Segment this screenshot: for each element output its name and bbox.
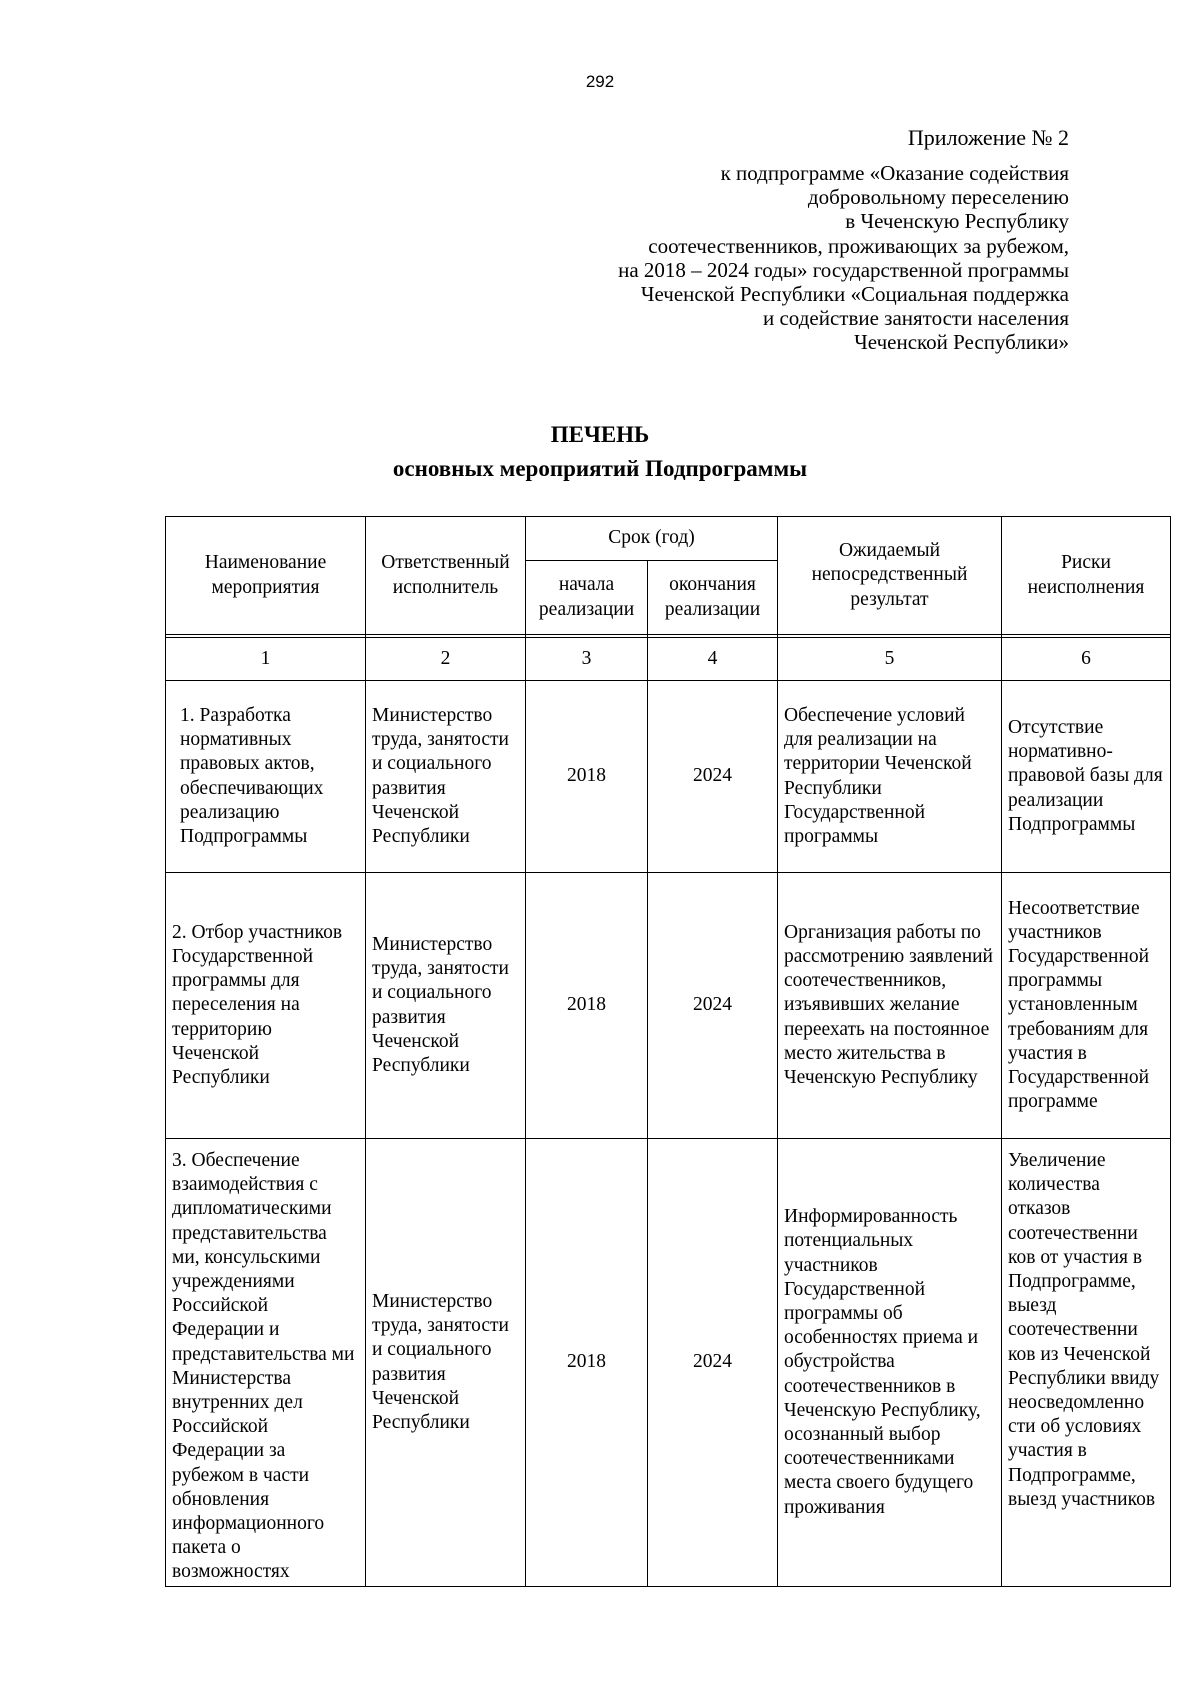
cell-start: 2018 xyxy=(526,873,648,1139)
cell-end: 2024 xyxy=(648,681,778,873)
cell-result: Организация работы по рассмотрению заявлений соотечественников, изъявивших желание переехать на постоянное место жительства в Чеченскую Республику xyxy=(778,873,1002,1139)
cell-executor: Министерство труда, занятости и социального развития Чеченской Республики xyxy=(366,1139,526,1587)
appendix-title: Приложение № 2 xyxy=(907,125,1069,150)
page-number: 292 xyxy=(585,72,615,91)
column-number: 1 xyxy=(166,638,366,681)
appendix-line: Чеченской Республики» xyxy=(854,330,1069,355)
cell-risks: Увеличение количества отказов соотечественни ков от участия в Подпрограмме, выезд соотечественни ков из Чеченской Республики ввиду неосведомленно сти об условиях участия в Подпрограмме, выезд участников xyxy=(1002,1139,1171,1587)
header-name: Наименование мероприятия xyxy=(166,517,366,635)
table-row xyxy=(166,1139,1171,1587)
appendix-line: в Чеченскую Республику xyxy=(845,209,1069,234)
column-number: 5 xyxy=(778,638,1002,681)
cell-name: 1. Разработка нормативных правовых актов, обеспечивающих реализацию Подпрограммы xyxy=(166,681,366,873)
cell-name: 3. Обеспечение взаимодействия с дипломатическими представительства ми, консульскими учреждениями Российской Федерации и представительства ми Министерства внутренних дел Российской Федерации за рубежом в части обновления информационного пакета о возможностях xyxy=(166,1139,366,1587)
header-start: начала реализации xyxy=(526,561,648,635)
cell-result: Обеспечение условий для реализации на территории Чеченской Республики Государственной программы xyxy=(778,681,1002,873)
appendix-subtitle xyxy=(618,161,1069,355)
table-row xyxy=(166,873,1171,1139)
header-term: Срок (год) xyxy=(526,517,778,561)
column-number: 6 xyxy=(1002,638,1171,681)
cell-executor: Министерство труда, занятости и социального развития Чеченской Республики xyxy=(366,873,526,1139)
cell-start: 2018 xyxy=(526,681,648,873)
appendix-line: добровольному переселению xyxy=(807,185,1069,210)
cell-executor: Министерство труда, занятости и социального развития Чеченской Республики xyxy=(366,681,526,873)
appendix-line: на 2018 – 2024 годы» государственной программы xyxy=(618,257,1069,282)
appendix-line: к подпрограмме «Оказание содействия xyxy=(720,161,1069,185)
appendix-line: соотечественников, проживающих за рубежом, xyxy=(648,233,1069,258)
cell-start: 2018 xyxy=(526,1139,648,1587)
cell-end: 2024 xyxy=(648,1139,778,1587)
measures-table xyxy=(165,516,1171,1587)
column-number: 4 xyxy=(648,638,778,681)
cell-name: 2. Отбор участников Государственной программы для переселения на территорию Чеченской Республики xyxy=(166,873,366,1139)
cell-risks: Отсутствие нормативно-правовой базы для реализации Подпрограммы xyxy=(1002,681,1171,873)
column-number: 2 xyxy=(366,638,526,681)
table-row xyxy=(166,681,1171,873)
appendix-line: и содействие занятости населения xyxy=(763,306,1069,331)
header-executor: Ответственный исполнитель xyxy=(366,517,526,635)
header-result: Ожидаемый непосредственный результат xyxy=(778,517,1002,635)
header-risks: Риски неисполнения xyxy=(1002,517,1171,635)
cell-risks: Несоответствие участников Государственной программы установленным требованиям для участия в Государственной программе xyxy=(1002,873,1171,1139)
column-number-row xyxy=(166,638,1171,681)
cell-end: 2024 xyxy=(648,873,778,1139)
heading-line-1: ПЕЧЕНЬ xyxy=(550,422,650,447)
heading-line-2: основных мероприятий Подпрограммы xyxy=(392,456,808,481)
column-number: 3 xyxy=(526,638,648,681)
document-heading xyxy=(0,418,1200,486)
appendix-line: Чеченской Республики «Социальная поддержка xyxy=(640,282,1069,307)
cell-result: Информированность потенциальных участников Государственной программы об особенностях приема и обустройства соотечественников в Чеченскую Республику, осознанный выбор соотечественниками места своего будущего проживания xyxy=(778,1139,1002,1587)
header-end: окончания реализации xyxy=(648,561,778,635)
